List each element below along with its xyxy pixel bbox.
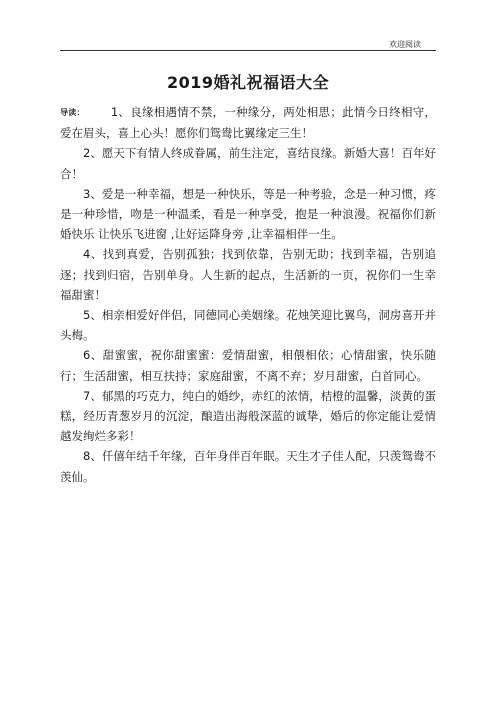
lead-label: 导读： — [60, 108, 85, 117]
paragraph-1 — [60, 102, 436, 143]
paragraph-8: 8、仟僖年结千年缘，百年身伴百年眠。天生才子佳人配，只羡鸳鸯不羡仙。 — [60, 449, 436, 484]
paragraph-text: 1、良缘相遇情不禁，一种缘分，两处相思；此情今日终相守，爱在眉头，喜上心头！愿你们鸳鸯比翼缘定三生！ — [60, 105, 436, 141]
paragraph-6: 6、甜蜜蜜，祝你甜蜜蜜：爱情甜蜜，相偎相依；心情甜蜜，快乐随行；生活甜蜜，相互扶持；家庭甜蜜，不离不弃；岁月甜蜜，白首同心。 — [60, 348, 436, 383]
paragraph-2: 2、愿天下有情人终成眷属，前生注定，喜结良缘。新婚大喜！百年好合！ — [60, 146, 436, 181]
paragraph-7: 7、郁黑的巧克力，纯白的婚纱，赤红的浓情，桔橙的温馨，淡黄的蛋糕，经历青葱岁月的沉淀，酿造出海般深蓝的诚挚，婚后的你定能让爱情越发绚烂多彩！ — [60, 388, 436, 444]
header-note: 欢迎阅读 — [389, 40, 421, 49]
document-title: 2019婚礼祝福语大全 — [166, 73, 330, 92]
header-divider — [60, 50, 436, 51]
paragraph-3: 3、爱是一种幸福，想是一种快乐，等是一种考验，念是一种习惯，疼是一种珍惜，吻是一种温柔，看是一种享受，抱是一种浪漫。祝福你们新婚快乐 让快乐飞进窗 ,让好运降身旁 ,让幸福相伴一生。 — [60, 186, 436, 242]
document-body — [60, 102, 436, 487]
paragraph-5: 5、相亲相爱好伴侣，同德同心美姻缘。花烛笑迎比翼鸟，洞房喜开并头梅。 — [60, 308, 436, 343]
paragraph-4: 4、找到真爱，告别孤独；找到依靠，告别无助；找到幸福，告别追逐；找到归宿，告别单身。人生新的起点，生活新的一页，祝你们一生幸福甜蜜！ — [60, 247, 436, 302]
